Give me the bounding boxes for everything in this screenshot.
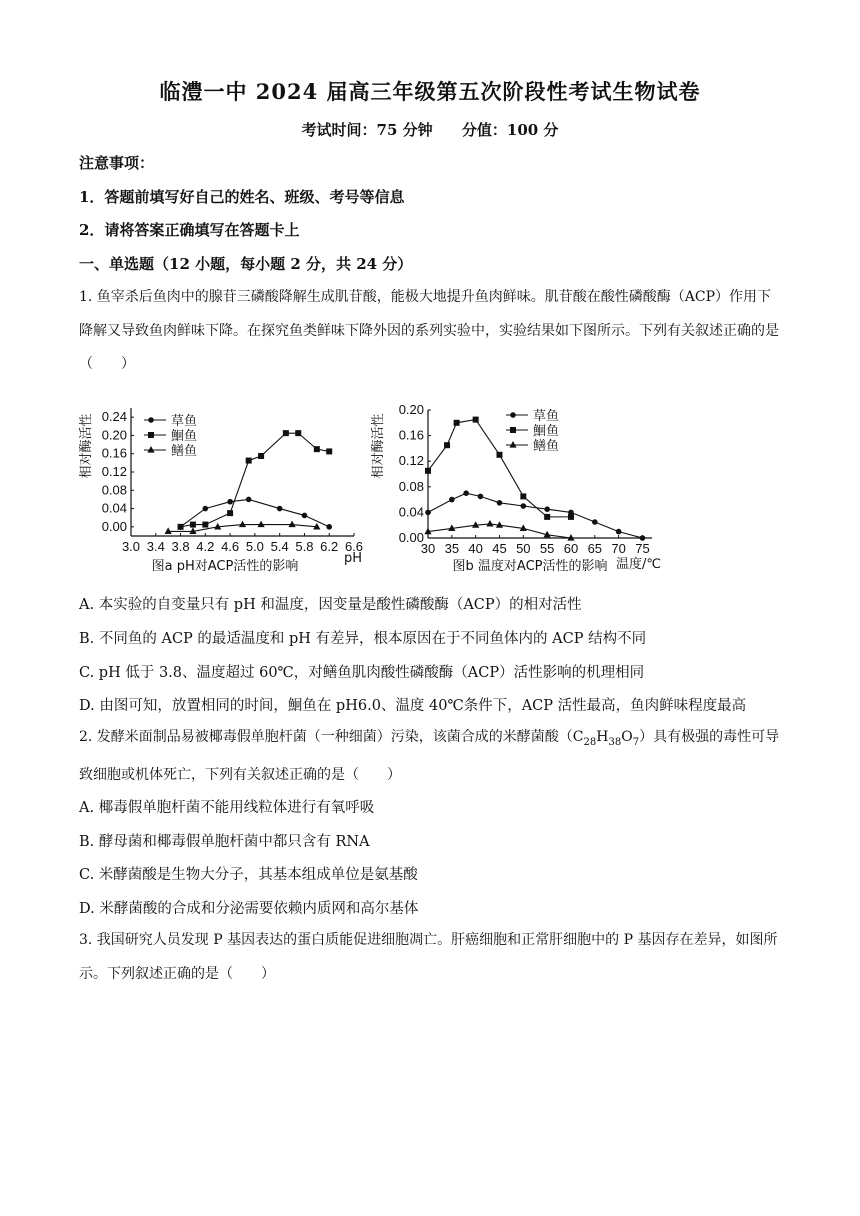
q2-option-a: A. 椰毒假单胞杆菌不能用线粒体进行有氧呼吸	[79, 800, 375, 816]
q1-option-c: C. pH 低于 3.8、温度超过 60℃，对鳝鱼肌肉酸性磷酸酶（ACP）活性影响的机理相同	[79, 665, 645, 681]
data-point	[454, 420, 460, 426]
legend-label: 鳝鱼	[533, 438, 560, 453]
data-point	[326, 524, 332, 530]
data-point	[246, 497, 252, 503]
data-point	[283, 430, 289, 436]
q2-option-d: D. 米酵菌酸的合成和分泌需要依赖内质网和高尔基体	[79, 901, 419, 917]
data-point	[486, 520, 493, 527]
q2-stem: 2. 发酵米面制品易被椰毒假单胞杆菌（一种细菌）污染，该菌合成的米酵菌酸$(C_{28}H_{38}O_7)$具有极强的毒性可导致细胞或机体死亡，下列有关叙述正确的是（ ）	[79, 729, 780, 784]
y-tick-label: 0.00	[101, 518, 127, 534]
q1-option-d: D. 由图可知，放置相同的时间，鮰鱼在 pH6.0、温度 40℃条件下，ACP 活性最高，鱼肉鲜味程度最高	[79, 698, 747, 714]
exam-info	[0, 119, 860, 140]
chart-ph	[78, 398, 378, 580]
q2-option-b: B. 酵母菌和椰毒假单胞杆菌中都只含有 RNA	[79, 834, 370, 850]
x-tick-label: 65	[587, 541, 603, 556]
x-tick-label: 70	[611, 541, 626, 556]
data-point	[640, 535, 646, 541]
series-line-1	[181, 433, 330, 527]
data-point	[227, 499, 233, 505]
x-tick-label: 75	[635, 541, 650, 556]
notes-heading: 注意事项：	[79, 154, 155, 172]
x-tick-label: 4.2	[196, 539, 215, 554]
x-tick-label: 3.8	[171, 539, 190, 554]
data-point	[295, 430, 301, 436]
q1-option-a: A. 本实验的自变量只有 pH 和温度，因变量是酸性磷酸酶（ACP）的相对活性	[79, 597, 582, 613]
data-point	[568, 514, 574, 520]
y-axis-label: 相对酶活性	[371, 413, 386, 479]
x-tick-label: 35	[444, 541, 460, 556]
data-point	[258, 453, 264, 459]
data-point	[277, 506, 283, 512]
chart-caption: 图b 温度对ACP活性的影响	[452, 559, 608, 574]
x-tick-label: 5.0	[245, 539, 264, 554]
data-point	[246, 458, 252, 464]
y-tick-label: 0.12	[398, 453, 424, 469]
y-tick-label: 0.08	[101, 482, 127, 498]
data-point	[165, 527, 172, 534]
q2-option-c: C. 米酵菌酸是生物大分子，其基本组成单位是氨基酸	[79, 867, 418, 883]
y-tick-label: 0.12	[101, 464, 127, 479]
chart-temperature	[370, 398, 682, 580]
y-tick-label: 0.04	[398, 504, 424, 520]
legend-marker	[148, 417, 154, 423]
q1-option-b: B. 不同鱼的 ACP 的最适温度和 pH 有差异，根本原因在于不同鱼体内的 ACP 结构不同	[79, 631, 647, 647]
x-tick-label: 50	[516, 541, 531, 556]
y-tick-label: 0.16	[101, 445, 127, 461]
legend-marker	[509, 441, 516, 448]
y-tick-label: 0.16	[398, 427, 424, 443]
data-point	[592, 519, 598, 525]
data-point	[544, 514, 550, 520]
y-tick-label: 0.08	[398, 478, 424, 494]
data-point	[478, 494, 484, 500]
legend-marker	[510, 427, 516, 433]
x-tick-label: 55	[539, 541, 555, 556]
data-point	[425, 468, 431, 474]
x-tick-label: 60	[563, 541, 579, 556]
x-tick-label: 3.0	[121, 539, 141, 554]
data-point	[239, 521, 246, 528]
x-tick-label: 5.4	[270, 539, 289, 554]
chart-caption: 图a pH对ACP活性的影响	[151, 559, 299, 574]
y-tick-label: 0.20	[398, 402, 424, 417]
y-tick-label: 0.24	[101, 409, 127, 425]
data-point	[463, 490, 469, 496]
data-point	[521, 503, 527, 509]
x-tick-label: 45	[492, 541, 507, 556]
notes-item-2: 2．请将答案正确填写在答题卡上	[79, 221, 300, 239]
data-point	[302, 513, 308, 519]
data-point	[257, 521, 264, 528]
x-tick-label: 6.2	[320, 539, 339, 554]
page-title: 临澧一中 2024 届高三年级第五次阶段性考试生物试卷	[159, 79, 701, 104]
y-tick-label: 0.00	[398, 530, 424, 545]
data-point	[288, 521, 295, 528]
section-heading: 一、单选题（12 小题，每小题 2 分，共 24 分）	[79, 255, 413, 273]
data-point	[444, 442, 450, 448]
data-point	[449, 497, 455, 503]
y-tick-label: 0.04	[101, 500, 127, 516]
legend-label: 鮰鱼	[171, 428, 198, 443]
data-point	[425, 510, 431, 516]
legend-label: 草鱼	[171, 413, 198, 428]
data-point	[326, 448, 332, 454]
data-point	[497, 500, 503, 506]
exam-score: 分值：100 分	[461, 121, 559, 139]
y-tick-label: 0.20	[101, 427, 127, 443]
data-point	[203, 506, 209, 512]
x-tick-label: 5.8	[295, 539, 314, 554]
data-point	[544, 506, 550, 512]
x-tick-label: 30	[420, 541, 436, 556]
x-tick-label: 6.6	[344, 539, 364, 554]
x-tick-label: 40	[468, 541, 483, 556]
legend-label: 草鱼	[533, 408, 560, 423]
q1-stem: 1. 鱼宰杀后鱼肉中的腺苷三磷酸降解生成肌苷酸，能极大地提升鱼肉鲜味。肌苷酸在酸性磷酸酶（ACP）作用下降解又导致鱼肉鲜味下降。在探究鱼类鲜味下降外因的系列实验中，实验结果如下图所示。下列有关叙述正确的是（ ）	[79, 289, 779, 372]
x-axis-label: pH	[344, 551, 363, 566]
data-point	[496, 452, 502, 458]
data-point	[202, 522, 208, 528]
notes-item-1: 1．答题前填写好自己的姓名、班级、考号等信息	[79, 188, 405, 206]
legend-marker	[148, 432, 154, 438]
x-tick-label: 3.4	[146, 539, 165, 554]
data-point	[190, 522, 196, 528]
data-point	[314, 446, 320, 452]
legend-label: 鳝鱼	[171, 443, 198, 458]
y-axis-label: 相对酶活性	[79, 413, 94, 479]
x-tick-label: 4.6	[221, 539, 240, 554]
data-point	[616, 529, 622, 535]
legend-label: 鮰鱼	[533, 423, 560, 438]
data-point	[520, 493, 526, 499]
data-point	[178, 524, 184, 530]
data-point	[227, 510, 233, 516]
legend-marker	[147, 446, 154, 453]
data-point	[473, 417, 479, 423]
exam-time: 考试时间：75 分钟	[301, 121, 433, 139]
legend-marker	[510, 412, 516, 418]
q3-stem: 3. 我国研究人员发现 P 基因表达的蛋白质能促进细胞凋亡。肝癌细胞和正常肝细胞中的 P 基因存在差异，如图所示。下列叙述正确的是（ ）	[79, 932, 778, 982]
x-axis-label: 温度/℃	[616, 557, 661, 572]
